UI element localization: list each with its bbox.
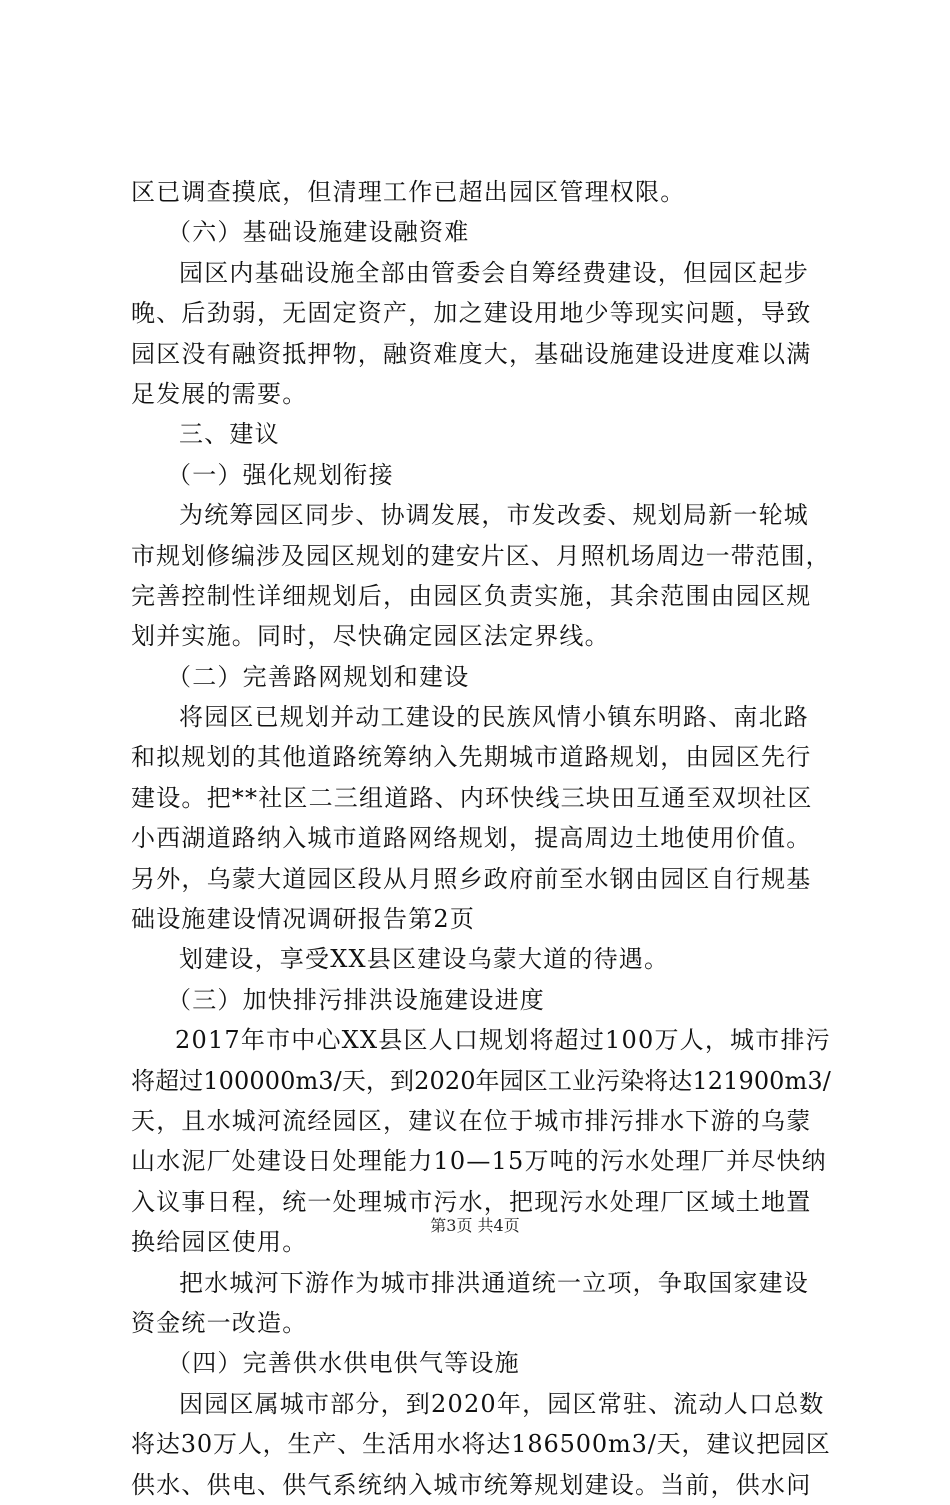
text-line: 建设。把**社区二三组道路、内环快线三块田互通至双坝社区 (131, 783, 813, 812)
text-line: 完善控制性详细规划后，由园区负责实施，其余范围由园区规 (131, 581, 812, 610)
text-line: 足发展的需要。 (131, 379, 308, 408)
text-line: 另外，乌蒙大道园区段从月照乡政府前至水钢由园区自行规基 (131, 864, 812, 893)
page-footer: 第3页 共4页 (430, 1216, 520, 1235)
text-line: （六）基础设施建设融资难 (167, 218, 470, 247)
text-line: 划并实施。同时，尽快确定园区法定界线。 (131, 622, 610, 651)
text-line: 将园区已规划并动工建设的民族风情小镇东明路、南北路 (179, 703, 809, 732)
text-line: 因园区属城市部分，到2020年，园区常驻、流动人口总数 (179, 1389, 825, 1418)
text-line: （四）完善供水供电供气等设施 (167, 1349, 520, 1378)
text-line: 资金统一改造。 (131, 1308, 308, 1337)
text-line: 天，且水城河流经园区，建议在位于城市排污排水下游的乌蒙 (131, 1106, 812, 1135)
text-line: 换给园区使用。 (131, 1228, 308, 1257)
text-line: （一）强化规划衔接 (167, 460, 394, 489)
text-line: 和拟规划的其他道路统筹纳入先期城市道路规划，由园区先行 (131, 743, 812, 772)
text-line: 市规划修编涉及园区规划的建安片区、月照机场周边一带范围， (131, 541, 831, 570)
text-line: 2017年市中心XX县区人口规划将超过100万人，城市排污 (175, 1026, 831, 1055)
text-line: 入议事日程，统一处理城市污水，把现污水处理厂区域土地置 (131, 1187, 812, 1216)
text-line: （三）加快排污排洪设施建设进度 (167, 985, 545, 1014)
text-line: 将超过100000m3/天，到2020年园区工业污染将达121900m3/ (131, 1066, 831, 1095)
text-line: 小西湖道路纳入城市道路网络规划，提高周边土地使用价值。 (131, 824, 812, 853)
text-line: 三、建议 (179, 420, 280, 449)
text-line: （二）完善路网规划和建设 (167, 662, 470, 691)
text-line: 将达30万人，生产、生活用水将达186500m3/天，建议把园区 (131, 1430, 831, 1459)
text-line: 供水、供电、供气系统纳入城市统筹规划建设。当前，供水问 (131, 1470, 812, 1499)
text-line: 区已调查摸底，但清理工作已超出园区管理权限。 (131, 178, 686, 206)
text-line: 晚、后劲弱，无固定资产，加之建设用地少等现实问题，导致 (131, 299, 812, 328)
text-line: 把水城河下游作为城市排洪通道统一立项，争取国家建设 (179, 1268, 809, 1297)
document-body (131, 172, 831, 1505)
text-line: 园区没有融资抵押物，融资难度大，基础设施建设进度难以满 (131, 339, 812, 368)
text-line: 础设施建设情况调研报告第2页 (131, 905, 476, 934)
text-line: 园区内基础设施全部由管委会自筹经费建设，但园区起步 (179, 258, 809, 287)
text-line: 山水泥厂处建设日处理能力10—15万吨的污水处理厂并尽快纳 (131, 1147, 827, 1176)
text-line: 划建设，享受XX县区建设乌蒙大道的待遇。 (179, 945, 670, 974)
text-line: 为统筹园区同步、协调发展，市发改委、规划局新一轮城 (179, 501, 809, 530)
